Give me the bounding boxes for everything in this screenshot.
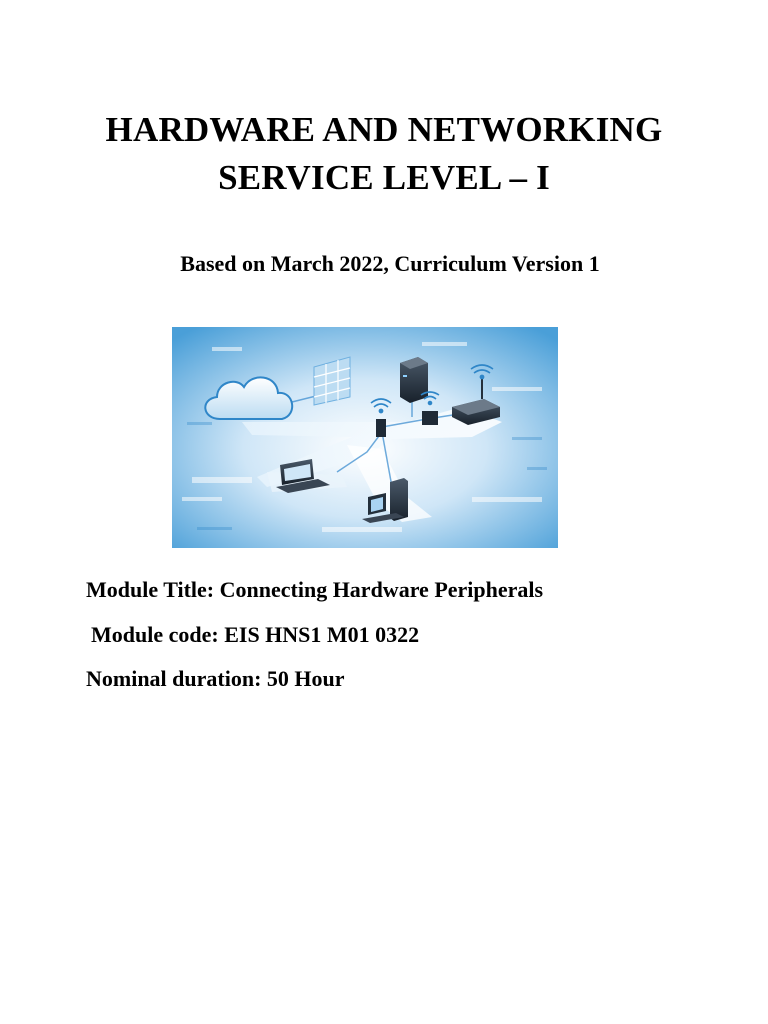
document-title-line-1: HARDWARE AND NETWORKING — [105, 110, 663, 149]
document-title-line-2: SERVICE LEVEL – I — [218, 158, 550, 197]
nominal-duration: Nominal duration: 50 Hour — [86, 666, 345, 691]
network-cover-illustration — [172, 327, 558, 548]
module-code: Module code: EIS HNS1 M01 0322 — [91, 622, 420, 647]
module-title: Module Title: Connecting Hardware Peripherals — [86, 577, 544, 602]
curriculum-version-subtitle: Based on March 2022, Curriculum Version 1 — [180, 251, 600, 276]
server-icon — [400, 357, 428, 403]
